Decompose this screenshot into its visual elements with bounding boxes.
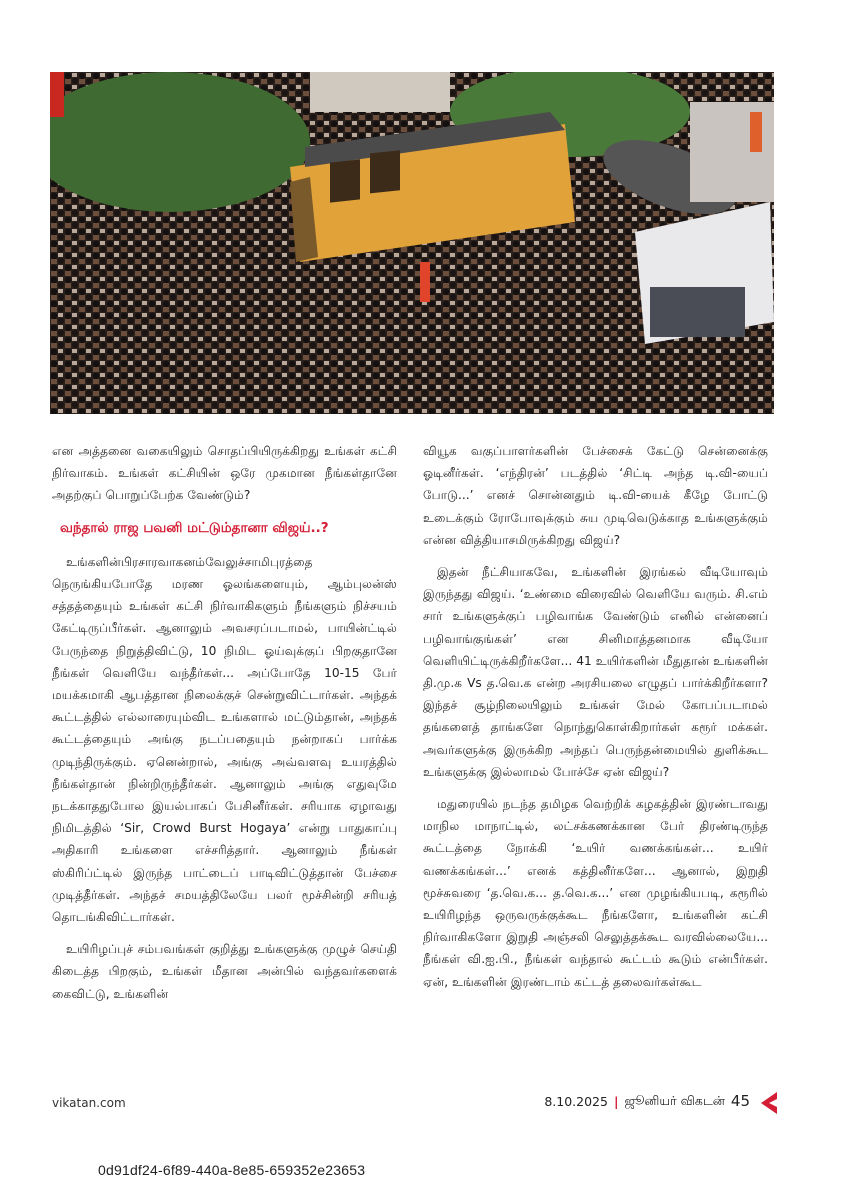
footer-magazine: ஜூனியர் விகடன்: [624, 1092, 725, 1108]
footer-date: 8.10.2025: [544, 1093, 608, 1109]
right-column: [423, 440, 768, 1003]
left-para-3: உயிரிழப்புச் சம்பவங்கள் குறித்து உங்களுக்கு முழுச் செய்தி கிடைத்த பிறகும், உங்கள் மீதான அன்பில் வந்தவர்களைக் கைவிட்டு, உங்களின்: [52, 942, 397, 1001]
section-subheading: வந்தால் ராஜ பவனி மட்டும்தானா விஜய்..?: [60, 519, 329, 536]
right-para-3: மதுரையில் நடந்த தமிழக வெற்றிக் கழகத்தின் இரண்டாவது மாநில மாநாட்டில், லட்சக்கணக்கான பேர் திரண்டிருந்த கூட்டத்தை நோக்கி ‘உயிர் வணக்கங்கள்... உயிர் வணக்கங்கள்...’ எனக் கத்தினீர்களே... ஆனால், இறுதி மூச்சுவரை ‘த.வெ.க... த.வெ.க...’ என முழங்கியபடி, கரூரில் உயிரிழந்த ஒருவருக்குக்கூட நீங்களோ, உங்களின் கட்சி நிர்வாகிகளோ இறுதி அஞ்சலி செலுத்தக்கூட வரவில்லையே... நீங்கள் வி.ஐ.பி., நீங்கள் வந்தால் கூட்டம் கூடும் என்பீர்கள். ஏன், உங்களின் இரண்டாம் கட்டத் தலைவர்கள்கூட: [423, 797, 768, 989]
footer-separator: |: [613, 1093, 619, 1109]
footer-site: vikatan.com: [52, 1096, 126, 1110]
left-para-1: என அத்தனை வகையிலும் சொதப்பியிருக்கிறது உங்கள் கட்சி நிர்வாகம். உங்கள் கட்சியின் ஒரே முகமான நீங்கள்தானே அதற்குப் பொறுப்பேற்க வேண்டும்?: [52, 444, 397, 503]
document-id: 0d91df24-6f89-440a-8e85-659352e23653: [98, 1162, 366, 1178]
left-para-2: உங்களின்பிரசாரவாகனம்வேலுச்சாமிபுரத்தை நெருங்கியபோதே மரண ஓலங்களையும், ஆம்புலன்ஸ் சத்தத்தையும் உங்கள் கட்சி நிர்வாகிகளும் நீங்களும் நிச்சயம் கேட்டிருப்பீர்கள். ஆனாலும் அவசரப்படாமல், பாயின்ட்டில் பேருந்தை நிறுத்திவிட்டு, 10 நிமிட ஓய்வுக்குப் பிறகுதானே நீங்கள் வெளியே வந்தீர்கள்... அப்போதே 10-15 பேர் மயக்கமாகி ஆபத்தான நிலைக்குச் சென்றுவிட்டார்கள். அந்தக் கூட்டத்தில் எல்லாரையும்விட உங்களால் மட்டும்தான், அந்தக் கூட்டத்தையும் அங்கு நடப்பதையும் நன்றாகப் பார்க்க முடிந்திருக்கும். ஏனென்றால், அங்கு அவ்வளவு உயரத்தில் நீங்கள்தான் நின்றிருந்தீர்கள். ஆனாலும் அங்கு எதுவுமே நடக்காததுபோல இயல்பாகப் பேசினீர்கள். சரியாக ஏழாவது நிமிடத்தில் ‘Sir, Crowd Burst Hogaya’ என்று பாதுகாப்பு அதிகாரி உங்களை எச்சரித்தார். ஆனாலும் நீங்கள் ஸ்கிரிப்ட்டில் இருந்த பாட்டைப் பாடிவிட்டுத்தான் பேச்சை முடித்தீர்கள். அந்தச் சமயத்திலேயே பலர் மூச்சின்றி சரியத் தொடங்கிவிட்டார்கள்.: [52, 554, 397, 925]
crowd-photo: [50, 72, 774, 414]
right-para-2: இதன் நீட்சியாகவே, உங்களின் இரங்கல் வீடியோவும் இருந்தது விஜய். ‘உண்மை விரைவில் வெளியே வரும். சி.எம் சார் உங்களுக்குப் பழிவாங்க வேண்டும் எனில் என்னைப் பழிவாங்குங்கள்’ என சினிமாத்தனமாக வீடியோ வெளியிட்டிருக்கிறீர்களே... 41 உயிர்களின் மீதுதான் உங்களின் தி.மு.க Vs த.வெ.க என்ற அரசியலை எழுதப் பார்க்கிறீர்களா? இந்தச் சூழ்நிலையிலும் உங்கள் மேல் கோபப்படாமல் தங்களைத் தாங்களே நொந்துகொள்கிறார்கள் கரூர் மக்கள். அவர்களுக்கு இருக்கிற அந்தப் பெருந்தன்மையில் துளிக்கூட உங்களுக்கு இல்லாமல் போச்சே ஏன் விஜய்?: [423, 565, 768, 779]
chevron-left-icon: [757, 1090, 779, 1116]
footer-info: [544, 1092, 750, 1110]
photo-illustration: [50, 72, 774, 414]
right-para-1: வியூக வகுப்பாளர்களின் பேச்சைக் கேட்டு சென்னைக்கு ஓடினீர்கள். ‘எந்திரன்’ படத்தில் ‘சிட்டி அந்த டி.வி-யைப் போடு...’ எனச் சொன்னதும் டி.வி-யைக் கீழே போட்டு உடைக்கும் ரோபோவுக்கும் சுய முடிவெடுக்காத உங்களுக்கும் என்ன வித்தியாசமிருக்கிறது விஜய்?: [423, 444, 768, 547]
page-number: 45: [730, 1092, 750, 1110]
left-column: [52, 440, 397, 1015]
